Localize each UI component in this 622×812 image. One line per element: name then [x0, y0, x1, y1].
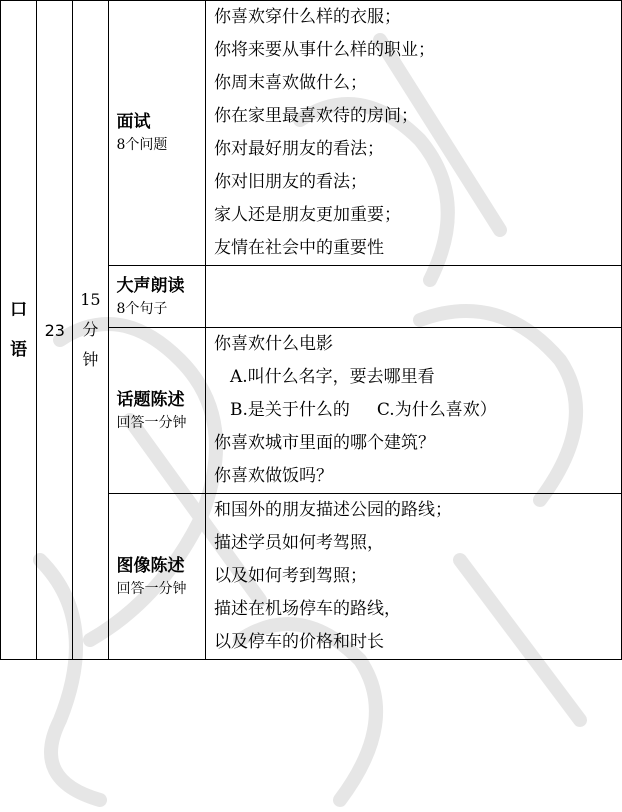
content-line: A.叫什么名字，要去哪里看 — [229, 367, 435, 387]
part-subtitle: 8个句子 — [116, 300, 168, 317]
question-count: 23 — [37, 1, 73, 660]
content-line: 以及停车的价格和时长 — [213, 632, 384, 652]
content-line: 你将来要从事什么样的职业； — [213, 40, 435, 60]
content-line: 你喜欢城市里面的哪个建筑？ — [213, 433, 435, 453]
content-line: 你喜欢穿什么样的衣服； — [213, 7, 401, 27]
part-topic-talk — [108, 328, 205, 494]
time-unit-2: 钟 — [82, 350, 99, 369]
part-subtitle: 8个问题 — [116, 137, 168, 153]
category-char-1: 口 — [10, 300, 28, 320]
time-value: 15 — [80, 290, 101, 309]
part-read-aloud — [108, 266, 205, 328]
content-line: 你喜欢做饭吗？ — [213, 466, 333, 486]
content-line: B.是关于什么的 C.为什么喜欢） — [229, 400, 497, 420]
content-line: 你对旧朋友的看法； — [213, 172, 367, 192]
content-line: 友情在社会中的重要性 — [213, 238, 384, 258]
part-read-aloud-content — [205, 266, 621, 328]
part-subtitle: 回答一分钟 — [116, 414, 187, 431]
part-title: 话题陈述 — [116, 389, 185, 410]
content-line: 家人还是朋友更加重要； — [213, 205, 401, 225]
content-line: 以及如何考到驾照； — [213, 566, 367, 586]
content-line: 描述在机场停车的路线， — [213, 599, 401, 619]
part-interview-content — [205, 1, 621, 266]
content-line: 和国外的朋友描述公园的路线； — [213, 500, 452, 520]
time-cell — [73, 1, 108, 660]
part-subtitle: 回答一分钟 — [116, 580, 187, 597]
content-line: 你喜欢什么电影 — [213, 334, 333, 354]
part-title: 面试 — [116, 112, 151, 132]
content-line: 你周末喜欢做什么； — [213, 73, 367, 93]
category-char-2: 语 — [10, 340, 28, 360]
part-picture-talk — [108, 494, 205, 660]
content-line: 描述学员如何考驾照， — [213, 533, 384, 553]
part-interview — [108, 1, 205, 266]
content-line: 你对最好朋友的看法； — [213, 139, 384, 159]
part-title: 大声朗读 — [116, 275, 185, 296]
part-title: 图像陈述 — [116, 555, 185, 576]
part-picture-talk-content — [205, 494, 621, 660]
content-line: 你在家里最喜欢待的房间； — [213, 106, 418, 126]
category-cell — [1, 1, 37, 660]
part-topic-talk-content — [205, 328, 621, 494]
time-unit-1: 分 — [82, 320, 99, 339]
